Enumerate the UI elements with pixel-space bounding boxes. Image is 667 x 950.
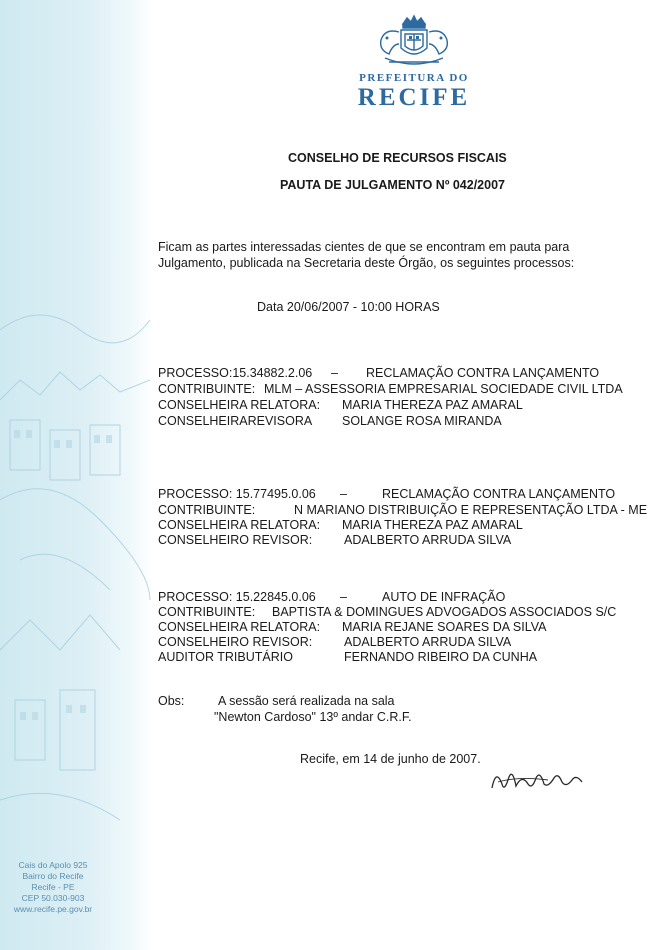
obs-line-1: A sessão será realizada na sala — [218, 694, 395, 708]
process-label-revisor: CONSELHEIRO REVISOR: — [158, 533, 313, 547]
process-type: RECLAMAÇÃO CONTRA LANÇAMENTO — [382, 487, 616, 501]
process-label-contribuinte: CONTRIBUINTE: — [158, 503, 256, 517]
logo-text-recife: RECIFE — [357, 84, 471, 111]
process-value-relatora: MARIA THEREZA PAZ AMARAL — [342, 518, 523, 532]
session-date: Data 20/06/2007 - 10:00 HORAS — [257, 300, 440, 314]
decorative-sidebar — [0, 0, 152, 950]
process-type: RECLAMAÇÃO CONTRA LANÇAMENTO — [366, 366, 600, 380]
process-value-contribuinte: N MARIANO DISTRIBUIÇÃO E REPRESENTAÇÃO LTDA - ME — [294, 503, 648, 517]
process-dash: – — [340, 487, 347, 501]
process-type: AUTO DE INFRAÇÃO — [382, 590, 506, 604]
process-dash: – — [340, 590, 347, 604]
footer-address — [0, 860, 106, 915]
process-number: PROCESSO:15.34882.2.06 — [158, 366, 313, 380]
process-number: PROCESSO: 15.77495.0.06 — [158, 487, 316, 501]
process-value-revisor: ADALBERTO ARRUDA SILVA — [344, 533, 512, 547]
footer-line-cep: CEP 50.030-903 — [21, 893, 85, 903]
footer-line-district: Bairro do Recife — [22, 871, 84, 881]
footer-line-street: Cais do Apolo 925 — [18, 860, 88, 870]
document-subtitle: PAUTA DE JULGAMENTO Nº 042/2007 — [280, 178, 505, 192]
intro-line-2: Julgamento, publicada na Secretaria deste Órgão, os seguintes processos: — [158, 256, 575, 270]
coat-of-arms-icon — [373, 14, 455, 72]
process-value-relatora: MARIA THEREZA PAZ AMARAL — [342, 398, 523, 412]
prefeitura-logo — [351, 14, 477, 118]
process-value-relatora: MARIA REJANE SOARES DA SILVA — [342, 620, 547, 634]
process-value-revisor: ADALBERTO ARRUDA SILVA — [344, 635, 512, 649]
process-dash: – — [331, 366, 338, 380]
process-label-auditor: AUDITOR TRIBUTÁRIO — [158, 650, 293, 664]
process-value-revisora: SOLANGE ROSA MIRANDA — [342, 414, 502, 428]
document-title: CONSELHO DE RECURSOS FISCAIS — [288, 151, 507, 165]
process-label-revisora: CONSELHEIRAREVISORA — [158, 414, 313, 428]
obs-label: Obs: — [158, 694, 185, 708]
process-value-contribuinte: MLM – ASSESSORIA EMPRESARIAL SOCIEDADE CIVIL LTDA — [264, 382, 623, 396]
footer-line-website: www.recife.pe.gov.br — [13, 904, 93, 914]
process-label-relatora: CONSELHEIRA RELATORA: — [158, 518, 321, 532]
signature-image — [488, 762, 586, 796]
process-label-contribuinte: CONTRIBUINTE: — [158, 382, 256, 396]
city-illustration — [0, 0, 152, 950]
logo-text-prefeitura: PREFEITURA DO — [359, 72, 469, 84]
process-value-auditor: FERNANDO RIBEIRO DA CUNHA — [344, 650, 538, 664]
process-number: PROCESSO: 15.22845.0.06 — [158, 590, 316, 604]
process-label-relatora: CONSELHEIRA RELATORA: — [158, 620, 321, 634]
obs-line-2: "Newton Cardoso" 13º andar C.R.F. — [214, 710, 412, 724]
process-label-revisor: CONSELHEIRO REVISOR: — [158, 635, 313, 649]
closing-date: Recife, em 14 de junho de 2007. — [300, 752, 481, 766]
intro-line-1: Ficam as partes interessadas cientes de que se encontram em pauta para — [158, 240, 570, 254]
footer-line-city: Recife - PE — [31, 882, 75, 892]
process-label-contribuinte: CONTRIBUINTE: — [158, 605, 256, 619]
process-value-contribuinte: BAPTISTA & DOMINGUES ADVOGADOS ASSOCIADOS S/C — [272, 605, 617, 619]
process-label-relatora: CONSELHEIRA RELATORA: — [158, 398, 321, 412]
